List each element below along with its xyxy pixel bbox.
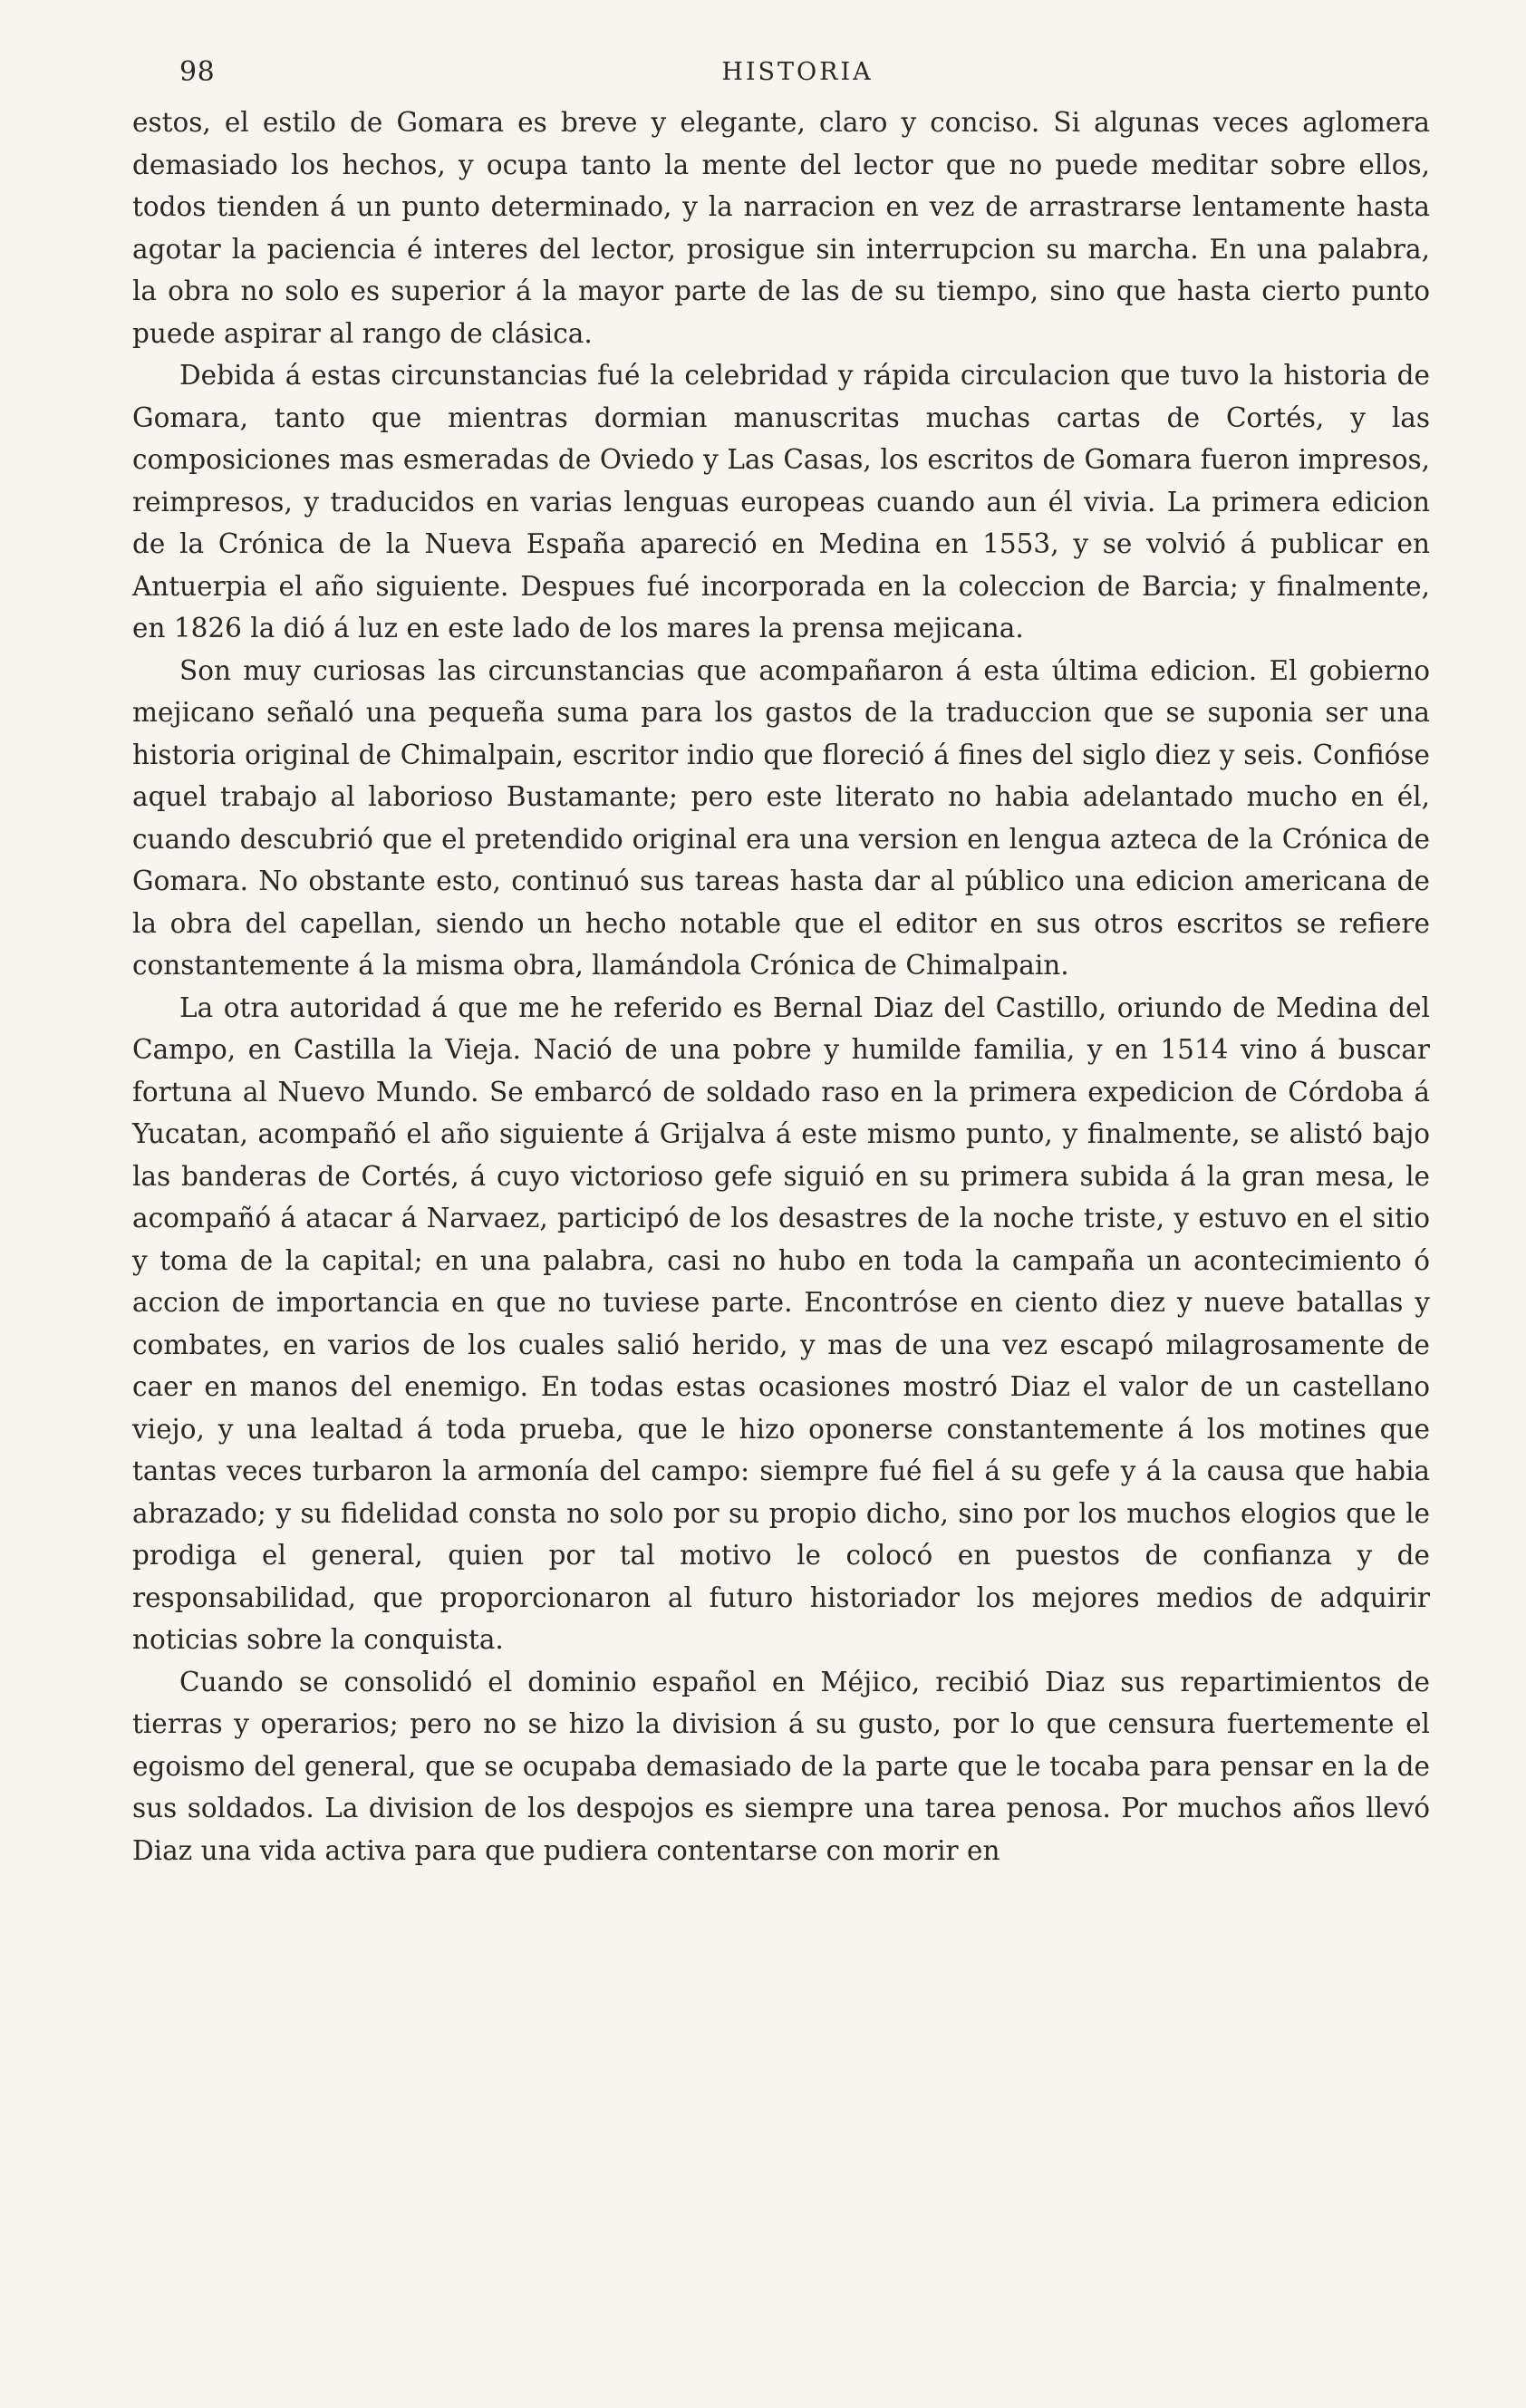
paragraph: Son muy curiosas las circunstancias que acompañaron á esta última edicion. El gobierno mejicano señaló una pequeña suma para los gastos de la traduccion que se suponia ser una historia original de Chimalpain, escritor indio que floreció á fines del siglo diez y seis. Confióse aquel trabajo al laborioso Bustamante; pero este literato no habia adelantado mucho en él, cuando descubrió que el pretendido original era una version en lengua azteca de la Crónica de Gomara. No obstante esto, continuó sus tareas hasta dar al público una edicion americana de la obra del capellan, siendo un hecho notable que el editor en sus otros escritos se refiere constantemente á la misma obra, llamándola Crónica de Chimalpain.	[132, 654, 1430, 981]
page-number: 98	[179, 56, 216, 88]
running-title: HISTORIA	[721, 58, 874, 86]
paragraph: Cuando se consolidó el dominio español en Méjico, recibió Diaz sus repartimientos de tierras y operarios; pero no se hizo la division á su gusto, por lo que censura fuertemente el egoismo del general, que se ocupaba demasiado de la parte que le tocaba para pensar en la de sus soldados. La division de los despojos es siempre una tarea penosa. Por muchos años llevó Diaz una vida activa para que pudiera contentarse con morir en	[132, 1666, 1430, 1866]
body-text	[132, 102, 1430, 1871]
paragraph: La otra autoridad á que me he referido es Bernal Diaz del Castillo, oriundo de Medina del Campo, en Castilla la Vieja. Nació de una pobre y humilde familia, y en 1514 vino á buscar fortuna al Nuevo Mundo. Se embarcó de soldado raso en la primera expedicion de Córdoba á Yucatan, acompañó el año siguiente á Grijalva á este mismo punto, y finalmente, se alistó bajo las banderas de Cortés, á cuyo victorioso gefe siguió en su primera subida á la gran mesa, le acompañó á atacar á Narvaez, participó de los desastres de la noche triste, y estuvo en el sitio y toma de la capital; en una palabra, casi no hubo en toda la campaña un acontecimiento ó accion de importancia en que no tuviese parte. Encontróse en ciento diez y nueve batallas y combates, en varios de los cuales salió herido, y mas de una vez escapó milagrosamente de caer en manos del enemigo. En todas estas ocasiones mostró Diaz el valor de un castellano viejo, y una lealtad á toda prueba, que le hizo oponerse constantemente á los motines que tantas veces turbaron la armonía del campo: siempre fué fiel á su gefe y á la causa que habia abrazado; y su fidelidad consta no solo por su propio dicho, sino por los muchos elogios que le prodiga el general, quien por tal motivo le colocó en puestos de confianza y de responsabilidad, que proporcionaron al futuro historiador los mejores medios de adquirir noticias sobre la conquista.	[132, 991, 1430, 1655]
paragraph: Debida á estas circunstancias fué la celebridad y rápida circulacion que tuvo la historia de Gomara, tanto que mientras dormian manuscritas muchas cartas de Cortés, y las composiciones mas esmeradas de Oviedo y Las Casas, los escritos de Gomara fueron impresos, reimpresos, y traducidos en varias lenguas europeas cuando aun él vivia. La primera edicion de la Crónica de la Nueva España apareció en Medina en 1553, y se volvió á publicar en Antuerpia el año siguiente. Despues fué incorporada en la coleccion de Barcia; y finalmente, en 1826 la dió á luz en este lado de los mares la prensa mejicana.	[132, 360, 1430, 643]
page-header	[179, 56, 1415, 96]
paragraph: estos, el estilo de Gomara es breve y elegante, claro y conciso. Si algunas veces aglomera demasiado los hechos, y ocupa tanto la mente del lector que no puede meditar sobre ellos, todos tienden á un punto determinado, y la narracion en vez de arrastrarse lentamente hasta agotar la paciencia é interes del lector, prosigue sin interrupcion su marcha. En una palabra, la obra no solo es superior á la mayor parte de las de su tiempo, sino que hasta cierto punto puede aspirar al rango de clásica.	[132, 107, 1430, 349]
